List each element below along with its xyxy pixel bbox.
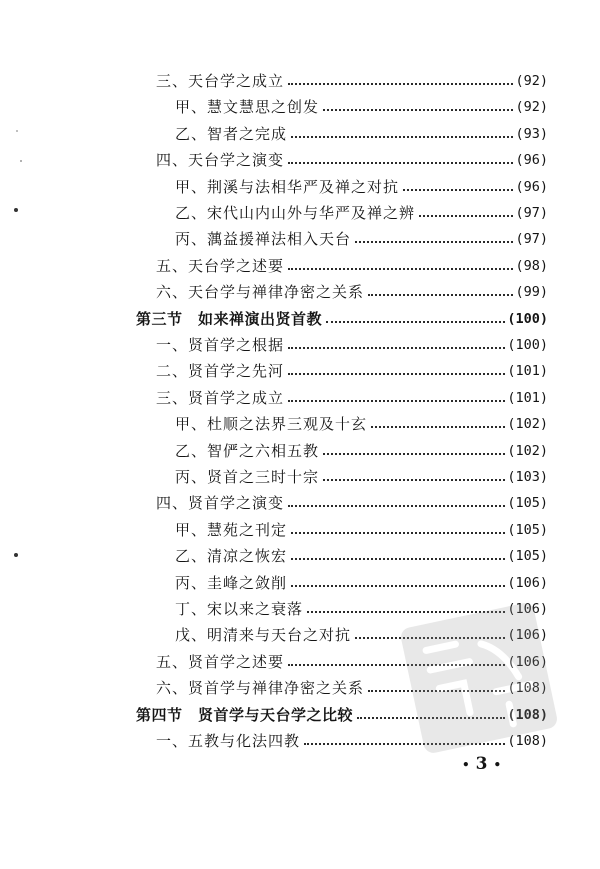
toc-subitem [175, 94, 548, 120]
footer-dot-left: • [462, 757, 476, 772]
toc-entry-page: (106) [507, 574, 548, 591]
toc-entry-title: 丙、蕅益援禅法相入天台 [175, 230, 352, 249]
footer-dot-right: • [493, 757, 508, 772]
dot-leader [304, 743, 505, 745]
toc-entry-page: (100) [507, 310, 548, 327]
toc-entry-page: (108) [507, 680, 548, 697]
toc-item [156, 279, 548, 305]
toc-entry-title: 五、天台学之述要 [156, 256, 285, 275]
toc-subitem [175, 517, 548, 543]
toc-entry-title: 六、天台学与禅律净密之关系 [156, 283, 365, 302]
dot-leader [357, 717, 505, 719]
toc-entry-title: 四、贤首学之演变 [156, 494, 285, 513]
dot-leader [326, 321, 505, 323]
toc-entry-title: 乙、智者之完成 [175, 124, 288, 143]
toc-entry-page: (101) [507, 363, 548, 380]
toc-subitem [175, 121, 548, 147]
toc-item [156, 649, 548, 675]
toc-subitem [175, 200, 548, 226]
dot-leader [371, 426, 505, 428]
toc-entry-title: 丁、宋以来之衰落 [175, 600, 304, 618]
scan-speck [14, 553, 18, 557]
toc-subitem [175, 174, 548, 200]
toc-entry-page: (108) [507, 733, 548, 749]
dot-leader [288, 400, 505, 402]
toc-entry-page: (93) [515, 125, 548, 142]
toc-entry-title: 三、天台学之成立 [156, 72, 285, 90]
toc-entry-page: (97) [515, 205, 548, 221]
toc-item [156, 358, 548, 384]
dot-leader [291, 532, 505, 534]
dot-leader [288, 664, 505, 666]
toc-entry-title: 乙、智俨之六相五教 [175, 441, 320, 460]
toc-entry-page: (98) [515, 257, 548, 274]
toc-entry-page: (96) [515, 152, 548, 169]
toc-entry-title: 六、贤首学与禅律净密之关系 [156, 679, 365, 698]
dot-leader [355, 637, 505, 639]
toc-item [156, 675, 548, 701]
dot-leader [323, 479, 505, 481]
toc-item [156, 68, 548, 94]
toc-entry-title: 一、五教与化法四教 [156, 732, 301, 750]
dot-leader [323, 453, 505, 455]
toc-item [156, 728, 548, 754]
toc-entry-title: 四、天台学之演变 [156, 151, 285, 170]
toc-entry-title: 乙、清凉之恢宏 [175, 547, 288, 566]
toc-subitem [175, 411, 548, 437]
scan-speck [14, 208, 18, 212]
toc-item [156, 332, 548, 358]
dot-leader [288, 373, 505, 375]
page-number: 3 [475, 754, 494, 774]
toc-entry-page: (103) [507, 469, 548, 485]
toc-entry-title: 甲、慧文慧思之创发 [175, 98, 320, 117]
toc-item [156, 147, 548, 173]
dot-leader [323, 109, 513, 111]
toc-entry-title: 戊、明清来与天台之对抗 [175, 626, 352, 645]
toc-section [136, 702, 548, 728]
dot-leader [288, 162, 513, 164]
dot-leader [419, 215, 513, 217]
toc-entry-title: 五、贤首学之述要 [156, 652, 285, 671]
toc-entry-page: (105) [507, 548, 548, 565]
toc-entry-page: (105) [507, 521, 548, 538]
toc-item [156, 490, 548, 516]
toc-entry-title: 丙、贤首之三时十宗 [175, 468, 320, 486]
dot-leader [291, 136, 513, 138]
dot-leader [288, 268, 513, 270]
scan-speck [16, 130, 18, 132]
toc-entry-title: 甲、杜顺之法界三观及十玄 [175, 415, 368, 434]
toc-entry-title: 三、贤首学之成立 [156, 388, 285, 407]
toc-subitem [175, 570, 548, 596]
dot-leader [368, 690, 505, 692]
toc-entry-page: (92) [515, 73, 548, 89]
toc-item [156, 253, 548, 279]
toc-item [156, 385, 548, 411]
toc-subitem [175, 543, 548, 569]
toc-entry-title: 第四节 贤首学与天台学之比较 [136, 705, 354, 724]
toc-entry-page: (106) [507, 627, 548, 644]
toc-subitem [175, 226, 548, 252]
dot-leader [307, 611, 505, 613]
toc-entry-page: (108) [507, 706, 548, 723]
toc-entry-title: 第三节 如来禅演出贤首教 [136, 309, 323, 328]
toc-entry-title: 甲、荆溪与法相华严及禅之对抗 [175, 177, 400, 196]
toc-entry-page: (102) [507, 442, 548, 459]
toc-subitem [175, 438, 548, 464]
toc-entry-page: (102) [507, 416, 548, 433]
toc-entry-page: (100) [507, 337, 548, 353]
toc-entry-page: (97) [515, 231, 548, 248]
toc-entry-title: 二、贤首学之先河 [156, 362, 285, 381]
toc-entry-title: 乙、宋代山内山外与华严及禅之辨 [175, 204, 416, 222]
scan-speck [20, 160, 22, 162]
toc-entry-title: 丙、圭峰之敛削 [175, 573, 288, 592]
dot-leader [291, 585, 505, 587]
toc-entry-page: (106) [507, 601, 548, 617]
dot-leader [288, 347, 505, 349]
toc-entry-page: (96) [515, 178, 548, 195]
toc-subitem [175, 622, 548, 648]
toc-subitem [175, 464, 548, 490]
toc-section [136, 306, 548, 332]
toc-entry-page: (99) [515, 284, 548, 301]
toc-entry-page: (106) [507, 653, 548, 670]
toc-entry-title: 一、贤首学之根据 [156, 336, 285, 354]
toc-entry-page: (92) [515, 99, 548, 116]
toc-entry-page: (105) [507, 495, 548, 512]
toc-entry-title: 甲、慧苑之刊定 [175, 520, 288, 539]
dot-leader [288, 83, 513, 85]
dot-leader [368, 294, 513, 296]
page-footer [462, 754, 507, 774]
dot-leader [288, 505, 505, 507]
dot-leader [403, 189, 513, 191]
toc-entry-page: (101) [507, 389, 548, 406]
dot-leader [291, 558, 505, 560]
dot-leader [355, 241, 513, 243]
toc-subitem [175, 596, 548, 622]
